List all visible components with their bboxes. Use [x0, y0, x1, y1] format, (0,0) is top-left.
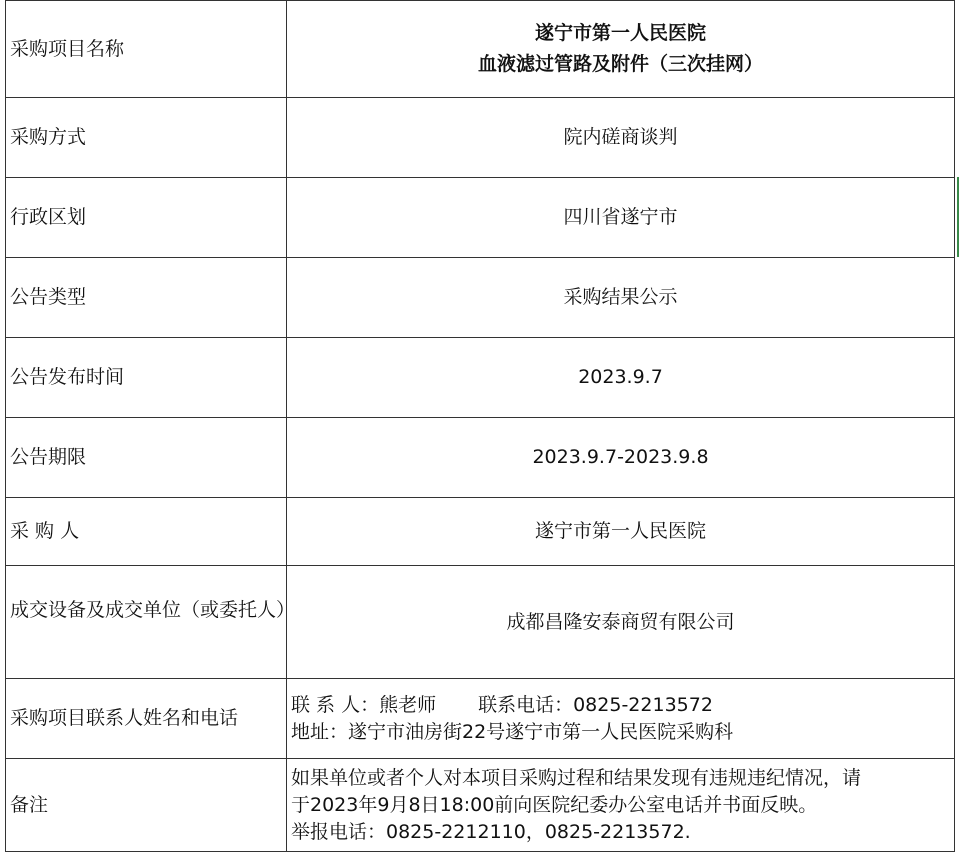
- table-row: [6, 679, 955, 759]
- row-label: 公告类型: [6, 258, 287, 337]
- table-row: [6, 418, 955, 498]
- row-label: 备注: [6, 759, 287, 851]
- table-row: [6, 566, 955, 679]
- table-row: [6, 1, 955, 98]
- contact-name: 联 系 人：熊老师: [291, 693, 437, 716]
- row-label: 采购方式: [6, 98, 287, 177]
- remarks-line: 于2023年9月8日18:00前向医院纪委办公室电话并书面反映。: [291, 793, 818, 816]
- purchaser-value: 遂宁市第一人民医院: [287, 498, 955, 565]
- row-label: 公告发布时间: [6, 338, 287, 417]
- row-label: 公告期限: [6, 418, 287, 497]
- table-row: [6, 178, 955, 258]
- contact-address: 地址：遂宁市油房街22号遂宁市第一人民医院采购科: [291, 720, 734, 743]
- table-row: [6, 258, 955, 338]
- table-row: [6, 98, 955, 178]
- cell-selection-marker: [957, 177, 959, 257]
- announcement-table: [5, 0, 955, 852]
- row-label: 行政区划: [6, 178, 287, 257]
- region-value: 四川省遂宁市: [287, 178, 955, 257]
- announcement-type-value: 采购结果公示: [287, 258, 955, 337]
- report-phone-line: 举报电话：0825-2212110，0825-2213572.: [291, 820, 691, 843]
- contact-value: [287, 679, 955, 758]
- remarks-line: 如果单位或者个人对本项目采购过程和结果发现有违规违纪情况，请: [291, 766, 862, 789]
- project-name-line-1: 遂宁市第一人民医院: [534, 22, 706, 44]
- row-label: 采购项目名称: [6, 1, 287, 97]
- row-label: 成交设备及成交单位（或委托人）: [6, 566, 287, 678]
- winning-supplier-value: 成都昌隆安泰商贸有限公司: [287, 566, 955, 678]
- project-name-value: [287, 1, 955, 97]
- contact-line: [291, 692, 713, 719]
- table-row: [6, 338, 955, 418]
- table-row: [6, 498, 955, 566]
- remarks-value: [287, 759, 955, 851]
- announcement-period-value: 2023.9.7-2023.9.8: [287, 418, 955, 497]
- publish-date-value: 2023.9.7: [287, 338, 955, 417]
- table-row: [6, 759, 955, 852]
- contact-phone: 联系电话：0825-2213572: [478, 693, 713, 716]
- row-label: 采购项目联系人姓名和电话: [6, 679, 287, 758]
- procurement-method-value: 院内磋商谈判: [287, 98, 955, 177]
- row-label: 采 购 人: [6, 498, 287, 565]
- project-name-line-2: 血液滤过管路及附件（三次挂网）: [477, 53, 763, 75]
